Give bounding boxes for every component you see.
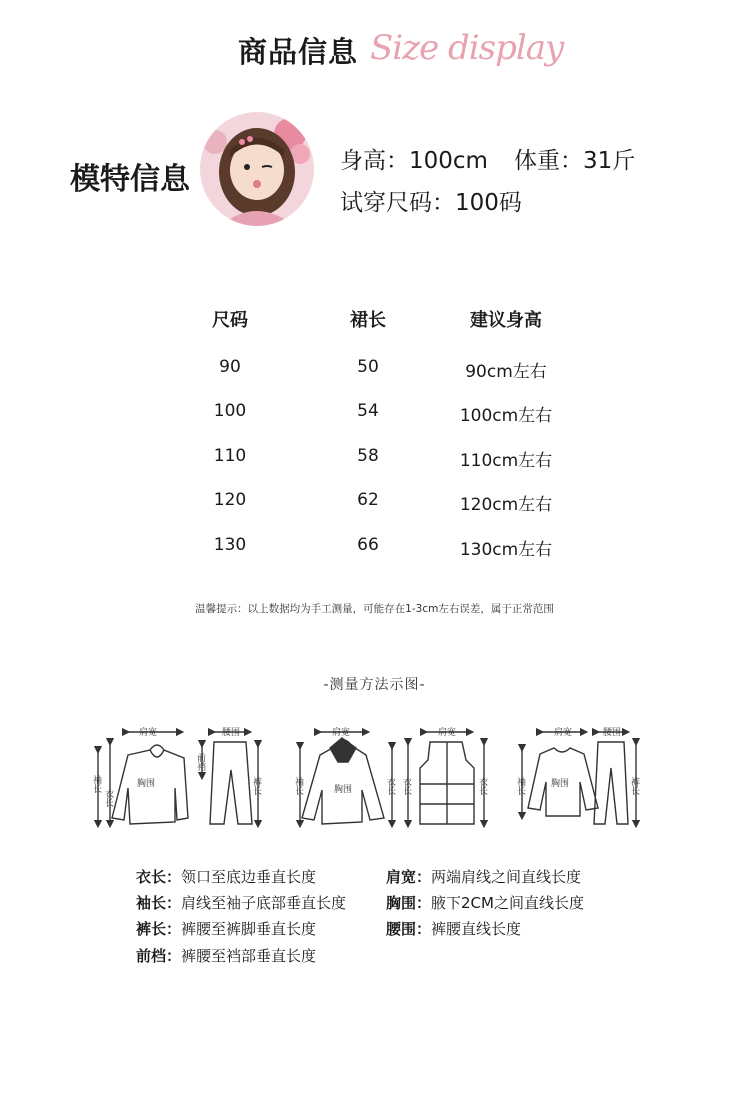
diagram-label-pants-length: 裤长 bbox=[251, 777, 261, 795]
diagram-label-chest-3: 胸围 bbox=[551, 779, 570, 789]
legend-item: 肩宽：两端肩线之间直线长度 bbox=[386, 868, 582, 886]
diagram-label-chest: 胸围 bbox=[137, 779, 156, 789]
table-cell: 100cm左右 bbox=[459, 406, 553, 426]
table-cell: 50 bbox=[357, 357, 379, 377]
height-label: 身高： bbox=[340, 148, 409, 174]
diagram-label-waist-2: 腰围 bbox=[603, 728, 622, 738]
model-info-label: 模特信息 bbox=[70, 162, 190, 197]
table-header-length: 裙长 bbox=[350, 310, 386, 331]
hoodie-diagram bbox=[98, 732, 188, 824]
legend-item: 袖长：肩线至袖子底部垂直长度 bbox=[136, 894, 347, 912]
size-value: 100码 bbox=[455, 190, 522, 216]
diagram-label-length-2: 衣长 bbox=[385, 777, 395, 795]
size-label: 试穿尺码： bbox=[340, 190, 455, 216]
table-cell: 58 bbox=[357, 446, 379, 466]
height-value: 100cm bbox=[409, 148, 488, 174]
table-cell: 62 bbox=[357, 490, 379, 510]
table-cell: 120cm左右 bbox=[459, 495, 553, 515]
puffer-vest-diagram bbox=[408, 732, 484, 824]
diagram-label-shoulder-4: 肩宽 bbox=[554, 728, 573, 738]
diagram-label-rise: 前裆 bbox=[195, 753, 205, 771]
diagram-label-waist: 腰围 bbox=[222, 728, 241, 738]
model-avatar bbox=[200, 112, 314, 226]
model-height-weight bbox=[340, 142, 635, 175]
sweatshirt-diagram bbox=[522, 732, 598, 816]
diagram-label-chest-2: 胸围 bbox=[334, 785, 353, 795]
weight-value: 31斤 bbox=[582, 148, 636, 174]
table-cell: 54 bbox=[357, 401, 379, 421]
table-cell: 90 bbox=[219, 357, 241, 377]
table-header-height: 建议身高 bbox=[470, 310, 542, 331]
page-title: 商品信息 bbox=[238, 35, 359, 69]
diagram-label-sleeve-3: 袖长 bbox=[515, 777, 525, 795]
table-cell: 110cm左右 bbox=[459, 451, 553, 471]
table-cell: 110 bbox=[213, 446, 247, 466]
weight-label: 体重： bbox=[513, 148, 583, 174]
table-cell: 130 bbox=[213, 535, 247, 555]
legend-item: 胸围：腋下2CM之间直线长度 bbox=[386, 894, 584, 912]
diagram-label-pants-length-2: 裤长 bbox=[629, 777, 639, 795]
table-cell: 90cm左右 bbox=[465, 362, 547, 382]
table-cell: 130cm左右 bbox=[459, 540, 553, 560]
pants-diagram bbox=[202, 732, 258, 824]
diagram-label-shoulder-2: 肩宽 bbox=[332, 728, 351, 738]
table-cell: 120 bbox=[213, 490, 247, 510]
diagram-label-length: 衣长 bbox=[103, 789, 113, 807]
diagram-label-shoulder-3: 肩宽 bbox=[438, 728, 457, 738]
measurement-tip: 温馨提示：以上数据均为手工测量，可能存在1-3cm左右误差，属于正常范围 bbox=[195, 603, 554, 615]
model-size bbox=[340, 184, 522, 217]
table-header-size: 尺码 bbox=[212, 310, 248, 331]
diagram-label-length-3: 衣长 bbox=[401, 777, 411, 795]
legend-item: 衣长：领口至底边垂直长度 bbox=[136, 868, 317, 886]
legend-item: 腰围：裤腰直线长度 bbox=[386, 920, 522, 938]
diagram-label-length-4: 衣长 bbox=[477, 777, 487, 795]
diagram-label-sleeve-2: 袖长 bbox=[293, 777, 303, 795]
measurement-diagrams bbox=[0, 720, 749, 838]
method-title: -测量方法示图- bbox=[323, 677, 426, 693]
table-cell: 100 bbox=[213, 401, 247, 421]
table-cell: 66 bbox=[357, 535, 379, 555]
page-subtitle: Size display bbox=[370, 28, 564, 68]
diagram-label-sleeve: 袖长 bbox=[91, 775, 101, 793]
hoodie-dark-diagram bbox=[300, 732, 392, 824]
diagram-label-shoulder: 肩宽 bbox=[139, 728, 158, 738]
legend-item: 裤长：裤腰至裤脚垂直长度 bbox=[136, 920, 317, 938]
legend-item: 前档：裤腰至裆部垂直长度 bbox=[136, 947, 317, 965]
